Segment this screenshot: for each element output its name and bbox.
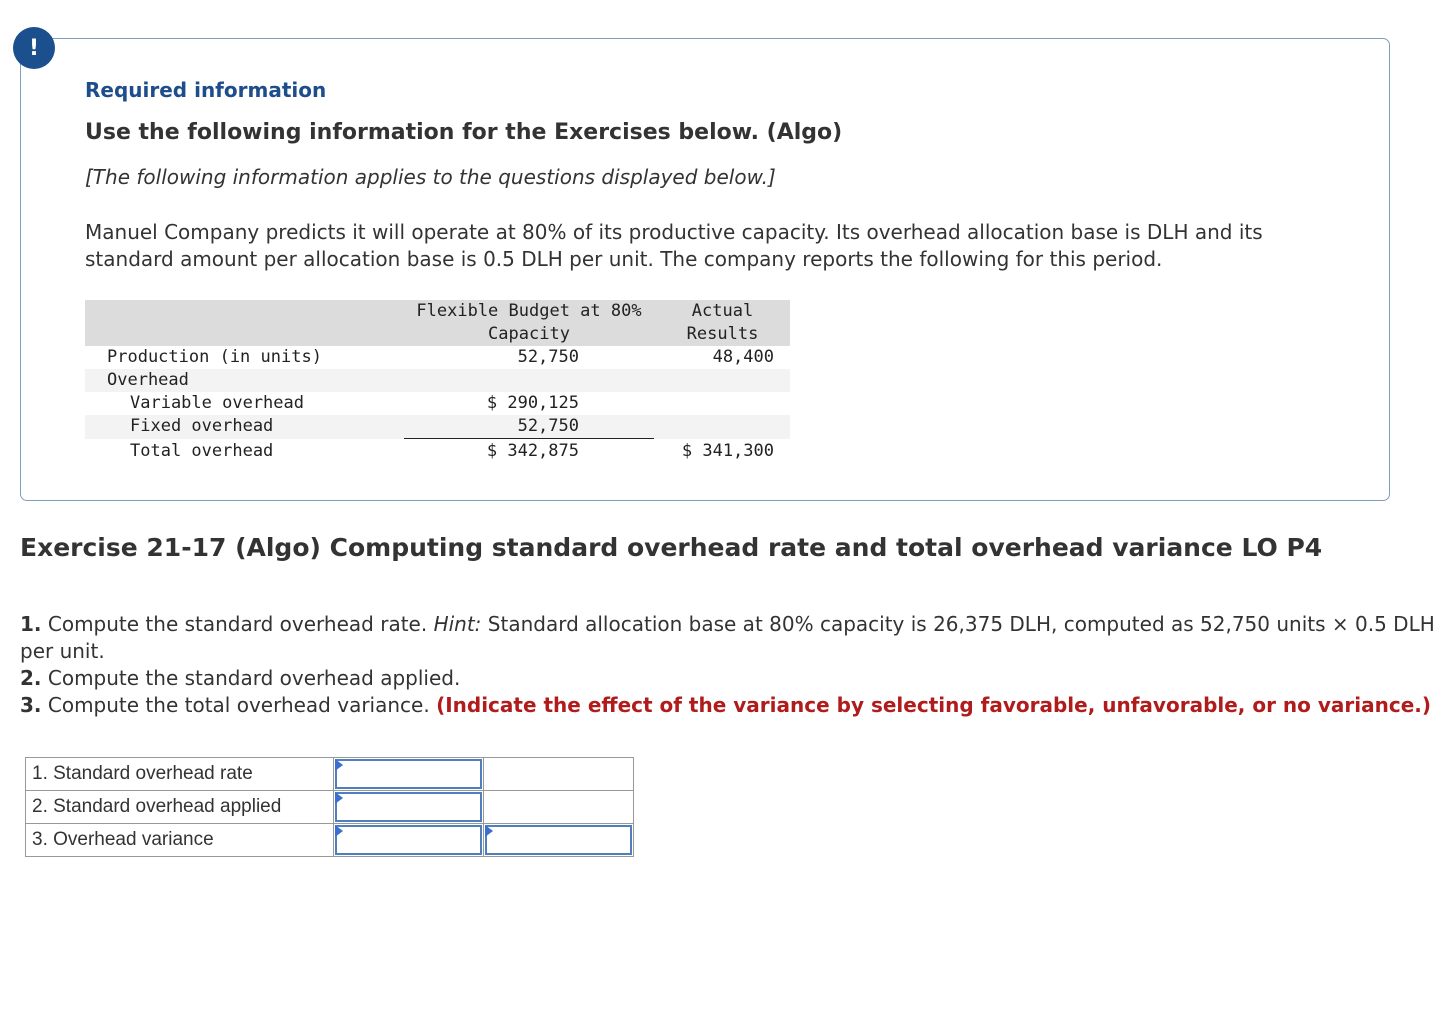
- input-marker-icon: [335, 792, 343, 804]
- overhead-variance-input[interactable]: [335, 825, 482, 855]
- row-label-fixed: Fixed overhead: [130, 416, 274, 436]
- exercise-title: Exercise 21-17 (Algo) Computing standard overhead rate and total overhead variance LO P4: [20, 533, 1323, 562]
- q1-text: Compute the standard overhead rate.: [41, 612, 434, 636]
- q2-text: Compute the standard overhead applied.: [41, 666, 461, 690]
- row-label-variable: Variable overhead: [130, 393, 304, 413]
- answer-label-variance: 3. Overhead variance: [26, 824, 334, 857]
- row-label-production: Production (in units): [107, 347, 322, 367]
- variance-effect-cell: [484, 824, 634, 857]
- q3-instruction: (Indicate the effect of the variance by selecting favorable, unfavorable, or no variance.): [436, 693, 1432, 717]
- intro-paragraph: Manuel Company predicts it will operate at 80% of its productive capacity. Its overhead allocation base is DLH and its standard amount per allocation base is 0.5 DLH per unit. The company reports the following for this period.: [85, 220, 1263, 271]
- table-row: [26, 824, 634, 857]
- standard-overhead-applied-cell: [334, 791, 484, 824]
- q3-text: Compute the total overhead variance.: [41, 693, 437, 717]
- fixed-flex: 52,750: [517, 416, 579, 436]
- variance-effect-select[interactable]: [485, 825, 632, 855]
- production-actual: 48,400: [712, 347, 774, 367]
- question-2: [20, 665, 1435, 692]
- col-header-flex-2: Capacity: [488, 324, 570, 344]
- q2-number: 2.: [20, 666, 42, 690]
- applies-note: [The following information applies to the questions displayed below.]: [85, 165, 776, 189]
- required-info-title: Required information: [85, 78, 327, 102]
- empty-cell: [484, 758, 634, 791]
- q3-number: 3.: [20, 693, 42, 717]
- variable-flex: $ 290,125: [486, 393, 579, 413]
- use-info-title: Use the following information for the Exercises below. (Algo): [85, 120, 843, 145]
- standard-overhead-rate-input[interactable]: [335, 759, 482, 789]
- input-marker-icon: [335, 825, 343, 837]
- row-label-overhead: Overhead: [107, 370, 189, 390]
- answer-label-applied: 2. Standard overhead applied: [26, 791, 334, 824]
- col-header-flex-1: Flexible Budget at 80%: [416, 301, 642, 321]
- empty-cell: [484, 791, 634, 824]
- col-header-actual-2: Results: [686, 324, 759, 344]
- total-actual: $ 341,300: [681, 441, 774, 461]
- row-label-total: Total overhead: [130, 441, 274, 461]
- q1-hint: Standard allocation base at 80% capacity is 26,375 DLH, computed as 52,750 units × 0.5 DLH per unit.: [20, 612, 1435, 663]
- subtotal-rule: [404, 438, 654, 439]
- question-1: [20, 611, 1435, 665]
- input-marker-icon: [335, 759, 343, 771]
- total-flex: $ 342,875: [486, 441, 579, 461]
- q1-number: 1.: [20, 612, 42, 636]
- col-header-actual-1: Actual: [691, 301, 754, 321]
- answer-label-rate: 1. Standard overhead rate: [26, 758, 334, 791]
- input-marker-icon: [485, 825, 493, 837]
- alert-icon: !: [13, 27, 55, 69]
- table-band-overhead: [85, 369, 790, 392]
- table-row: [26, 758, 634, 791]
- answer-table: [25, 757, 634, 857]
- table-row: [26, 791, 634, 824]
- production-flex: 52,750: [517, 347, 579, 367]
- standard-overhead-applied-input[interactable]: [335, 792, 482, 822]
- question-3: [20, 692, 1435, 719]
- q1-hint-label: Hint:: [433, 612, 482, 636]
- standard-overhead-rate-cell: [334, 758, 484, 791]
- overhead-variance-cell: [334, 824, 484, 857]
